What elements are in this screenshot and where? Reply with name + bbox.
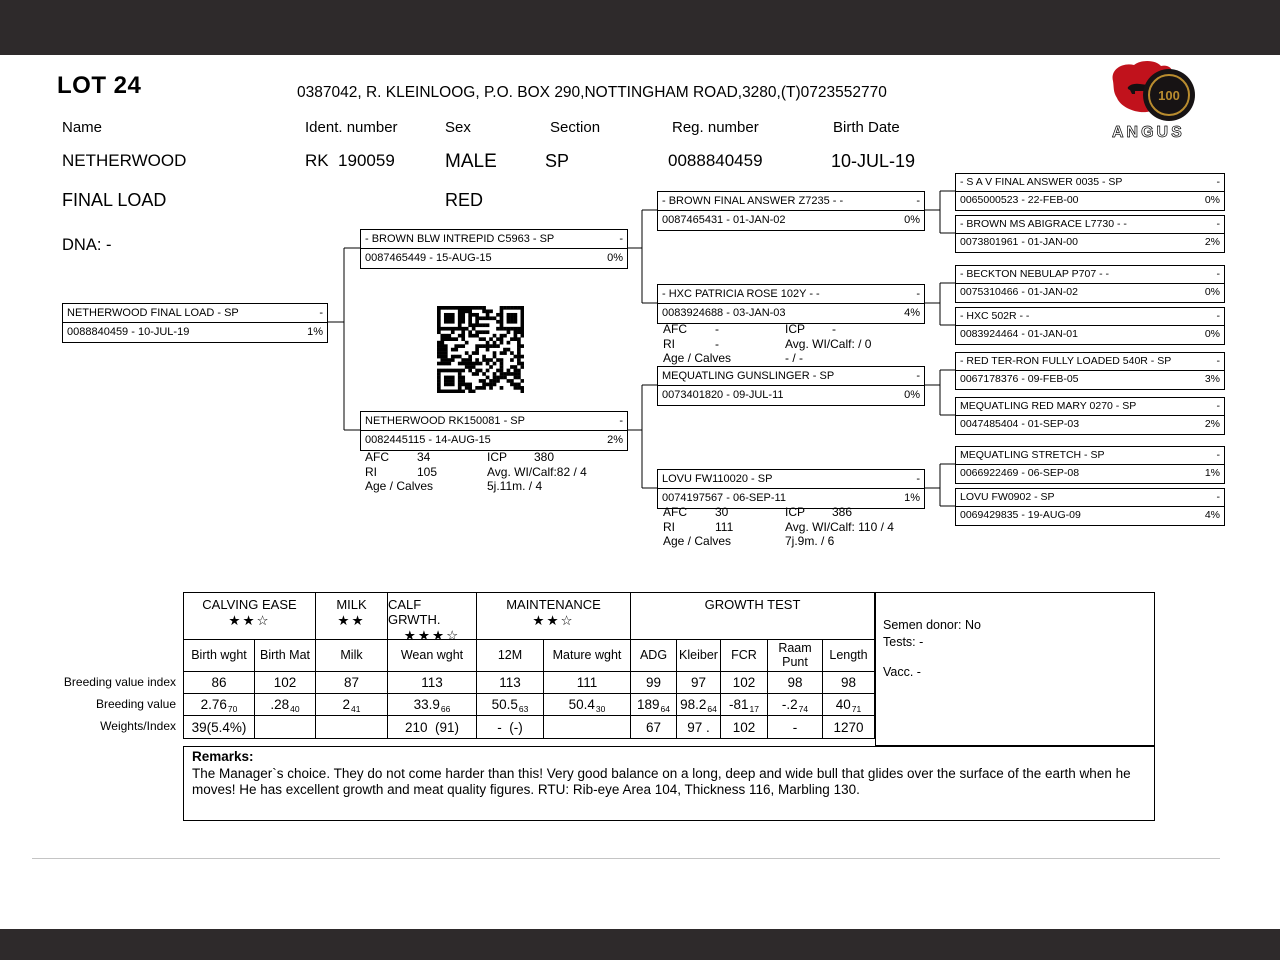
ped-pct: 1% xyxy=(904,492,920,504)
stat-label: AFC xyxy=(365,450,389,464)
index-cell: 99 xyxy=(631,672,677,694)
stat-value: 105 xyxy=(417,464,438,479)
ped-flag: - xyxy=(619,415,623,427)
ped-name: - HXC PATRICIA ROSE 102Y - - xyxy=(662,288,820,300)
ped-reg: 0087465449 - 15-AUG-15 xyxy=(365,252,492,264)
stat-label: RI xyxy=(663,519,675,534)
ped-reg: 0083924688 - 03-JAN-03 xyxy=(662,307,786,319)
value-cell xyxy=(184,694,255,716)
stat-value: 386 xyxy=(832,505,853,519)
ebv-value: 50.5 xyxy=(491,697,518,712)
value-sex: MALE xyxy=(445,151,497,172)
ebv-value: .28 xyxy=(270,697,290,712)
stat-value: 110 / 4 xyxy=(854,519,894,534)
index-cell: 86 xyxy=(184,672,255,694)
ped-pct: 2% xyxy=(1204,418,1220,430)
label-name: Name xyxy=(62,119,103,136)
ped-pct: 1% xyxy=(307,326,323,338)
ped-name: MEQUATLING RED MARY 0270 - SP xyxy=(960,400,1137,412)
ped-pct: 0% xyxy=(904,214,920,226)
pedigree-ggp-box-6 xyxy=(955,446,1225,484)
weights-cell xyxy=(255,716,316,739)
value-cell xyxy=(677,694,721,716)
value-cell xyxy=(316,694,388,716)
row-label-weights: Weights/Index xyxy=(100,719,176,733)
value-cell xyxy=(631,694,677,716)
pedigree-animal-box xyxy=(62,303,328,343)
index-cell: 98 xyxy=(768,672,823,694)
ebv-accuracy: 63 xyxy=(518,703,529,714)
ebv-value: 2.76 xyxy=(200,697,227,712)
top-bar xyxy=(0,0,1280,55)
pedigree-gp-box-1 xyxy=(657,284,925,324)
index-cell: 87 xyxy=(316,672,388,694)
label-sex: Sex xyxy=(445,119,471,136)
index-cell: 102 xyxy=(255,672,316,694)
group-stars: ★★☆ xyxy=(228,613,271,628)
group-label: MAINTENANCE xyxy=(506,597,601,612)
col-header: ADG xyxy=(631,640,677,672)
breeder-line: 0387042, R. KLEINLOOG, P.O. BOX 290,NOTTINGHAM ROAD,3280,(T)0723552770 xyxy=(297,84,887,101)
ebv-value: -.2 xyxy=(781,697,798,712)
value-cell xyxy=(477,694,544,716)
ebv-accuracy: 70 xyxy=(227,703,238,714)
pedigree-gp-box-2 xyxy=(657,366,925,406)
stat-label: ICP xyxy=(487,450,508,464)
stat-value: 7j.9m. / 6 xyxy=(785,534,835,548)
dam-stats xyxy=(365,450,587,494)
ped-flag: - xyxy=(1216,355,1220,367)
ped-reg: 0083924464 - 01-JAN-01 xyxy=(960,328,1078,340)
ped-reg: 0082445115 - 14-AUG-15 xyxy=(365,434,491,446)
ped-flag: - xyxy=(1216,176,1220,188)
ped-reg: 0088840459 - 10-JUL-19 xyxy=(67,326,190,338)
col-header: Kleiber xyxy=(677,640,721,672)
ped-pct: 3% xyxy=(1204,373,1220,385)
col-header: Birth wght xyxy=(184,640,255,672)
ebv-value: 40 xyxy=(835,697,851,712)
index-cell: 113 xyxy=(477,672,544,694)
ped-reg: 0073401820 - 09-JUL-11 xyxy=(662,389,784,401)
ped-pct: 0% xyxy=(1204,286,1220,298)
ped-flag: - xyxy=(916,288,920,300)
value-name: NETHERWOOD xyxy=(62,151,187,170)
stat-value: / 0 xyxy=(854,336,872,351)
stat-value: - xyxy=(715,322,719,336)
ebv-accuracy: 41 xyxy=(351,703,361,714)
ped-pct: 0% xyxy=(1204,328,1220,340)
ped-reg: 0047485404 - 01-SEP-03 xyxy=(960,418,1080,430)
ped-reg: 0065000523 - 22-FEB-00 xyxy=(960,194,1079,206)
weights-cell: 1270 xyxy=(823,716,875,739)
lot-title: LOT 24 xyxy=(57,72,142,99)
pedigree-ggp-box-5 xyxy=(955,397,1225,435)
ped-pct: 1% xyxy=(1204,467,1220,479)
side-panel xyxy=(875,592,1155,746)
breeding-value-table xyxy=(183,592,875,739)
qr-code xyxy=(437,306,524,393)
stat-label: AFC xyxy=(663,322,687,336)
ped-pct: 0% xyxy=(1204,194,1220,206)
label-section: Section xyxy=(550,119,601,136)
stat-value: - xyxy=(715,336,719,351)
value-section: SP xyxy=(545,151,570,171)
ped-flag: - xyxy=(1216,310,1220,322)
value-birth: 10-JUL-19 xyxy=(831,151,916,171)
ped-reg: 0074197567 - 06-SEP-11 xyxy=(662,492,786,504)
value-ident: RK 190059 xyxy=(305,151,395,170)
pedigree-ggp-box-7 xyxy=(955,488,1225,526)
value-cell xyxy=(544,694,631,716)
group-label: MILK xyxy=(336,597,367,612)
weights-cell: 97 . xyxy=(677,716,721,739)
index-cell: 98 xyxy=(823,672,875,694)
weights-cell xyxy=(316,716,388,739)
weights-cell xyxy=(544,716,631,739)
ebv-accuracy: 74 xyxy=(798,703,809,714)
vacc-line: Vacc. - xyxy=(883,665,921,679)
remarks-text: The Manager`s choice. They do not come harder than this! Very good balance on a long, deep and wide bull that glides over the surface of the earth when he moves! He has excellent growth and meat quality figures. RTU: Rib-eye Area 104, Thickness 116, Marbling 130. xyxy=(192,765,1131,797)
footer-separator xyxy=(32,858,1220,859)
ped-reg: 0069429835 - 19-AUG-09 xyxy=(960,509,1081,521)
stat-label: AFC xyxy=(663,505,687,519)
group-calving-ease xyxy=(184,593,316,640)
ped-flag: - xyxy=(916,370,920,382)
group-growth-test xyxy=(631,593,875,640)
logo-years-text: 100 xyxy=(1158,88,1180,103)
remarks-label: Remarks: xyxy=(192,749,254,764)
col-header: 12M xyxy=(477,640,544,672)
animal-name-line2: FINAL LOAD xyxy=(62,190,167,210)
pedigree-gp-box-0 xyxy=(657,191,925,231)
stat-value: 30 xyxy=(715,505,729,519)
ped-name: MEQUATLING GUNSLINGER - SP xyxy=(662,370,835,382)
ebv-value: 189 xyxy=(637,697,660,712)
ped-pct: 0% xyxy=(904,389,920,401)
logo-angus-text: ANGUS xyxy=(1112,124,1185,141)
ped-name: NETHERWOOD FINAL LOAD - SP xyxy=(67,307,239,319)
ped-reg: 0066922469 - 06-SEP-08 xyxy=(960,467,1080,479)
value-cell xyxy=(768,694,823,716)
index-cell: 102 xyxy=(721,672,768,694)
ped-pct: 4% xyxy=(904,307,920,319)
ped-reg: 0075310466 - 01-JAN-02 xyxy=(960,286,1078,298)
stat-value: 34 xyxy=(417,450,431,464)
group-stars: ★★☆ xyxy=(532,613,575,628)
group-milk xyxy=(316,593,388,640)
label-reg: Reg. number xyxy=(672,119,759,136)
group-label: CALVING EASE xyxy=(202,597,297,612)
value-cell xyxy=(255,694,316,716)
ebv-accuracy: 17 xyxy=(749,703,759,714)
ped-name: LOVU FW0902 - SP xyxy=(960,491,1055,503)
ped-flag: - xyxy=(1216,491,1220,503)
ped-flag: - xyxy=(1216,268,1220,280)
ebv-value: 50.4 xyxy=(568,697,595,712)
value-cell xyxy=(721,694,768,716)
col-header: Wean wght xyxy=(388,640,477,672)
ebv-value: 2 xyxy=(342,697,351,712)
angus-logo xyxy=(1106,57,1198,143)
label-ident: Ident. number xyxy=(305,119,398,136)
ped-flag: - xyxy=(916,195,920,207)
index-cell: 113 xyxy=(388,672,477,694)
ebv-accuracy: 40 xyxy=(290,703,300,714)
value-reg: 0088840459 xyxy=(668,151,763,170)
ebv-accuracy: 30 xyxy=(595,703,606,714)
ped-reg: 0073801961 - 01-JAN-00 xyxy=(960,236,1078,248)
stat-label: Avg. WI/Calf: xyxy=(785,336,855,351)
pedigree-ggp-box-1 xyxy=(955,215,1225,253)
weights-cell: 67 xyxy=(631,716,677,739)
weights-cell: - xyxy=(768,716,823,739)
group-label: CALF GRWTH. xyxy=(388,597,441,627)
weights-cell: - (-) xyxy=(477,716,544,739)
group-calf-growth xyxy=(388,593,477,643)
stat-value: - xyxy=(832,322,836,336)
stat-label: ICP xyxy=(785,505,806,519)
value-cell xyxy=(388,694,477,716)
pedigree-dam-box xyxy=(360,411,628,451)
ped-name: - S A V FINAL ANSWER 0035 - SP xyxy=(960,176,1123,188)
ped-flag: - xyxy=(916,473,920,485)
row-label-value: Breeding value xyxy=(95,697,176,711)
ped-name: LOVU FW110020 - SP xyxy=(662,473,773,485)
pedigree-gp-box-3 xyxy=(657,469,925,509)
ped-flag: - xyxy=(319,307,323,319)
ped-pct: 2% xyxy=(1204,236,1220,248)
value-cell xyxy=(823,694,875,716)
stat-value: 5j.11m. / 4 xyxy=(487,479,543,493)
index-cell: 111 xyxy=(544,672,631,694)
col-header: Raam Punt xyxy=(768,640,823,672)
pedigree-ggp-box-4 xyxy=(955,352,1225,390)
row-label-index: Breeding value index xyxy=(63,675,176,689)
stat-value: 380 xyxy=(534,450,555,464)
group-label: GROWTH TEST xyxy=(704,597,801,612)
ebv-value: -81 xyxy=(729,697,749,712)
ped-pct: 2% xyxy=(607,434,623,446)
ped-flag: - xyxy=(619,233,623,245)
col-header: Birth Mat xyxy=(255,640,316,672)
stat-label: Age / Calves xyxy=(365,479,434,493)
ebv-accuracy: 64 xyxy=(660,703,670,714)
ebv-value: 98.2 xyxy=(680,697,707,712)
bottom-bar xyxy=(0,929,1280,960)
group-maintenance xyxy=(477,593,631,640)
stat-label: RI xyxy=(663,336,675,351)
weights-cell: 39(5.4%) xyxy=(184,716,255,739)
stat-value: 111 xyxy=(715,519,734,534)
stat-label: Avg. WI/Calf: xyxy=(487,464,557,479)
remarks-box xyxy=(183,746,1155,821)
dam-of-dam-stats xyxy=(663,505,894,549)
stat-label: ICP xyxy=(785,322,806,336)
ped-pct: 0% xyxy=(607,252,623,264)
ped-name: - BROWN MS ABIGRACE L7730 - - xyxy=(960,218,1127,230)
ebv-accuracy: 71 xyxy=(851,703,862,714)
stat-label: Avg. WI/Calf: xyxy=(785,519,855,534)
animal-colour: RED xyxy=(445,190,484,210)
ebv-value: 33.9 xyxy=(413,697,440,712)
stat-label: Age / Calves xyxy=(663,534,732,548)
ped-name: MEQUATLING STRETCH - SP xyxy=(960,449,1105,461)
pedigree-ggp-box-0 xyxy=(955,173,1225,211)
ped-flag: - xyxy=(1216,449,1220,461)
stat-label: RI xyxy=(365,464,377,479)
ped-name: - HXC 502R - - xyxy=(960,310,1030,322)
group-stars: ★★ xyxy=(337,613,366,628)
dna-line: DNA: - xyxy=(62,236,112,254)
stat-label: Age / Calves xyxy=(663,351,732,365)
dam-of-sire-stats xyxy=(663,322,871,366)
stat-value: - / - xyxy=(785,351,803,365)
stat-value: 82 / 4 xyxy=(556,464,587,479)
ped-flag: - xyxy=(1216,400,1220,412)
pedigree-ggp-box-3 xyxy=(955,307,1225,345)
col-header: Milk xyxy=(316,640,388,672)
ebv-accuracy: 66 xyxy=(440,703,451,714)
index-cell: 97 xyxy=(677,672,721,694)
pedigree-sire-box xyxy=(360,229,628,269)
ped-flag: - xyxy=(1216,218,1220,230)
ped-pct: 4% xyxy=(1204,509,1220,521)
semen-donor-line: Semen donor: No xyxy=(883,618,981,632)
weights-cell: 210 (91) xyxy=(388,716,477,739)
ped-name: - BROWN FINAL ANSWER Z7235 - - xyxy=(662,195,844,207)
pedigree-ggp-box-2 xyxy=(955,265,1225,303)
ped-name: - BROWN BLW INTREPID C5963 - SP xyxy=(365,233,555,245)
col-header: FCR xyxy=(721,640,768,672)
col-header: Length xyxy=(823,640,875,672)
ped-name: - BECKTON NEBULAP P707 - - xyxy=(960,268,1109,280)
group-stars: ★★★☆ xyxy=(403,628,461,643)
col-header: Mature wght xyxy=(544,640,631,672)
weights-cell: 102 xyxy=(721,716,768,739)
ped-reg: 0067178376 - 09-FEB-05 xyxy=(960,373,1079,385)
label-birth: Birth Date xyxy=(833,119,900,136)
ebv-accuracy: 64 xyxy=(707,703,717,714)
ped-name: - RED TER-RON FULLY LOADED 540R - SP xyxy=(960,355,1172,367)
ped-reg: 0087465431 - 01-JAN-02 xyxy=(662,214,786,226)
ped-name: NETHERWOOD RK150081 - SP xyxy=(365,415,525,427)
tests-line: Tests: - xyxy=(883,635,924,649)
